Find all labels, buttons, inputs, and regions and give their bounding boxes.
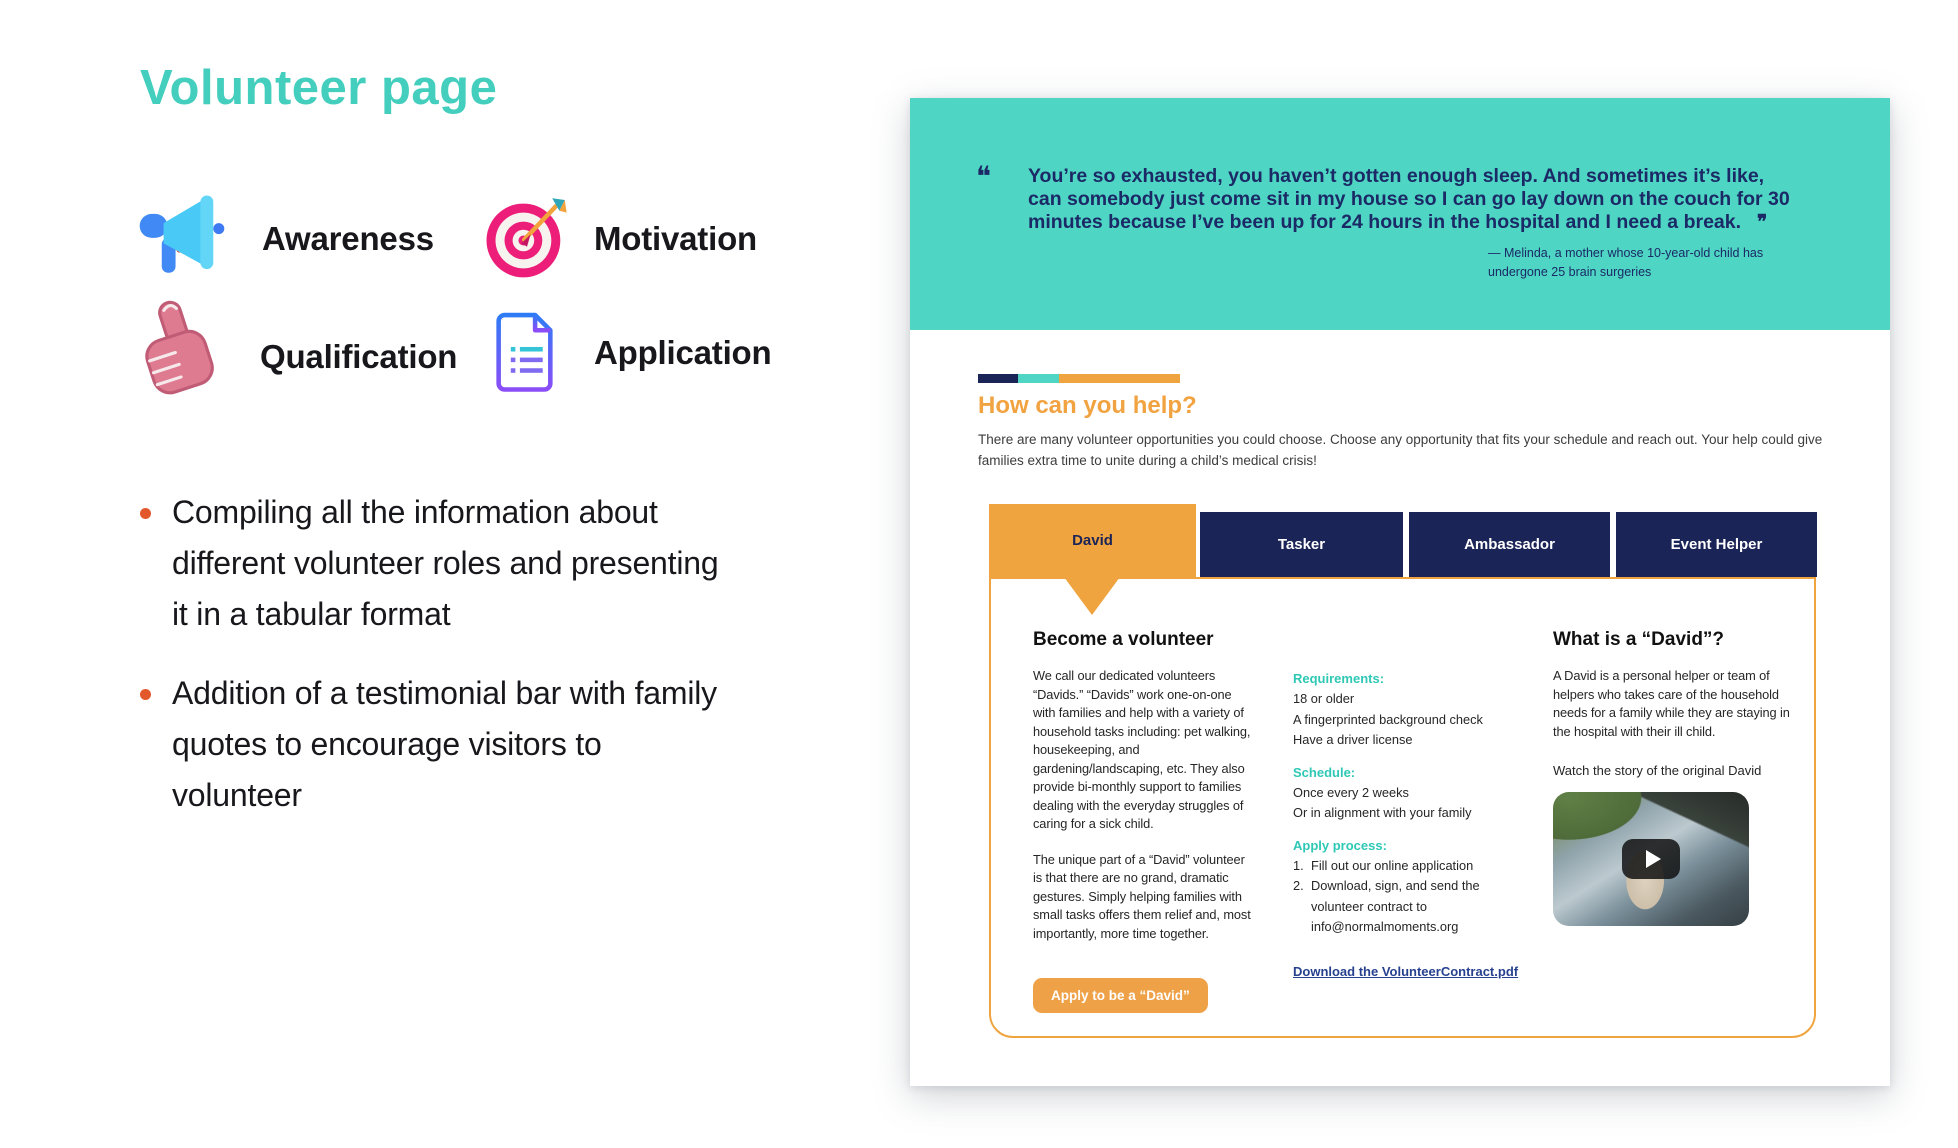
bullet-text: Compiling all the information about different volunteer roles and presenting it in a tabular format xyxy=(172,494,719,632)
role-details-column xyxy=(1293,671,1533,981)
slide-bullet-list xyxy=(140,487,750,849)
column-heading: Become a volunteer xyxy=(1033,629,1214,650)
feature-label: Awareness xyxy=(262,219,434,257)
megaphone-icon xyxy=(136,186,228,291)
tab-event-helper[interactable]: Event Helper xyxy=(1616,512,1817,577)
requirements-label: Requirements: xyxy=(1293,671,1385,686)
tab-tasker[interactable]: Tasker xyxy=(1200,512,1403,577)
bullet-dot xyxy=(140,689,151,700)
requirements-group xyxy=(1293,671,1533,751)
tab-david[interactable]: David xyxy=(989,504,1196,577)
become-paragraph-2: The unique part of a “David” volunteer is that there are no grand, dramatic gestures. Simply helping families with small tasks offers them relief and, most importantly, more time together. xyxy=(1033,851,1251,941)
feature-qualification xyxy=(124,294,457,419)
testimonial-attribution: — Melinda, a mother whose 10-year-old child has undergone 25 brain surgeries xyxy=(1488,246,1764,279)
tab-content-panel xyxy=(989,577,1816,1038)
requirement-item: Have a driver license xyxy=(1293,732,1413,747)
accent-segment-orange xyxy=(1059,374,1180,383)
feature-application xyxy=(488,300,771,405)
tab-ambassador[interactable]: Ambassador xyxy=(1409,512,1610,577)
apply-step: 1. Fill out our online application xyxy=(1293,857,1474,873)
schedule-label: Schedule: xyxy=(1293,764,1356,780)
section-heading: How can you help? xyxy=(978,392,1197,419)
close-quote-icon: ❞ xyxy=(1757,212,1768,233)
feature-label: Application xyxy=(594,333,772,371)
list-item xyxy=(140,487,750,640)
page-title: Volunteer page xyxy=(140,61,498,115)
accent-segment-teal xyxy=(1018,374,1059,383)
apply-button[interactable]: Apply to be a “David” xyxy=(1033,978,1208,1013)
play-icon[interactable] xyxy=(1622,839,1680,879)
thumbs-up-icon xyxy=(124,294,228,419)
watch-story-text: Watch the story of the original David xyxy=(1553,763,1762,778)
become-paragraph-1: We call our dedicated volunteers “Davids.” “Davids” work one-on-one with families and help with a variety of household tasks including: pet walking, housekeeping, and gardening/landscaping, etc. They also provide bi-monthly support to families dealing with the everyday struggles of caring for a sick child. xyxy=(1033,668,1251,831)
accent-segment-navy xyxy=(978,374,1018,383)
schedule-item: Or in alignment with your family xyxy=(1293,805,1472,820)
list-item xyxy=(140,668,750,821)
feature-label: Qualification xyxy=(260,337,458,375)
testimonial-bar xyxy=(910,98,1890,330)
schedule-group xyxy=(1293,765,1533,824)
video-thumbnail[interactable] xyxy=(1553,792,1749,926)
become-volunteer-column xyxy=(1033,629,1257,1013)
target-icon xyxy=(482,186,572,291)
document-icon xyxy=(488,300,564,405)
feature-label: Motivation xyxy=(594,219,757,257)
volunteer-page-mockup xyxy=(910,98,1890,1086)
requirement-item: A fingerprinted background check xyxy=(1293,711,1483,727)
section-intro: There are many volunteer opportunities you could choose. Choose any opportunity that fits your schedule and reach out. Your help could give families extra time to unite during a child’s medical crisis! xyxy=(978,432,1823,468)
about-paragraph: A David is a personal helper or team of helpers who takes care of the household needs for a family while they are staying in the hospital with their ill child. xyxy=(1553,668,1790,739)
section-accent-bar xyxy=(978,374,1180,383)
column-heading: What is a “David”? xyxy=(1553,629,1725,650)
testimonial-quote: You’re so exhausted, you haven’t gotten enough sleep. And sometimes it’s like, can somebody just come sit in my house so I can go lay down on the couch for 30 minutes because I’ve been up for 24 hours in the hospital and I need a break. ❞ xyxy=(1028,165,1790,233)
bullet-text: Addition of a testimonial bar with family quotes to encourage visitors to volunteer xyxy=(172,675,717,813)
requirement-item: 18 or older xyxy=(1293,691,1355,706)
open-quote-icon: ❝ xyxy=(976,161,992,192)
schedule-item: Once every 2 weeks xyxy=(1293,784,1409,800)
what-is-david-column xyxy=(1553,629,1799,926)
bullet-dot xyxy=(140,508,151,519)
active-tab-pointer xyxy=(1064,577,1120,615)
download-contract-link[interactable]: Download the VolunteerContract.pdf xyxy=(1293,963,1519,979)
apply-process-label: Apply process: xyxy=(1293,837,1387,853)
feature-awareness xyxy=(136,186,434,291)
apply-process-group xyxy=(1293,838,1533,938)
apply-step: 2. Download, sign, and send the volunteer contract to info@normalmoments.org xyxy=(1293,878,1480,934)
feature-motivation xyxy=(482,186,757,291)
